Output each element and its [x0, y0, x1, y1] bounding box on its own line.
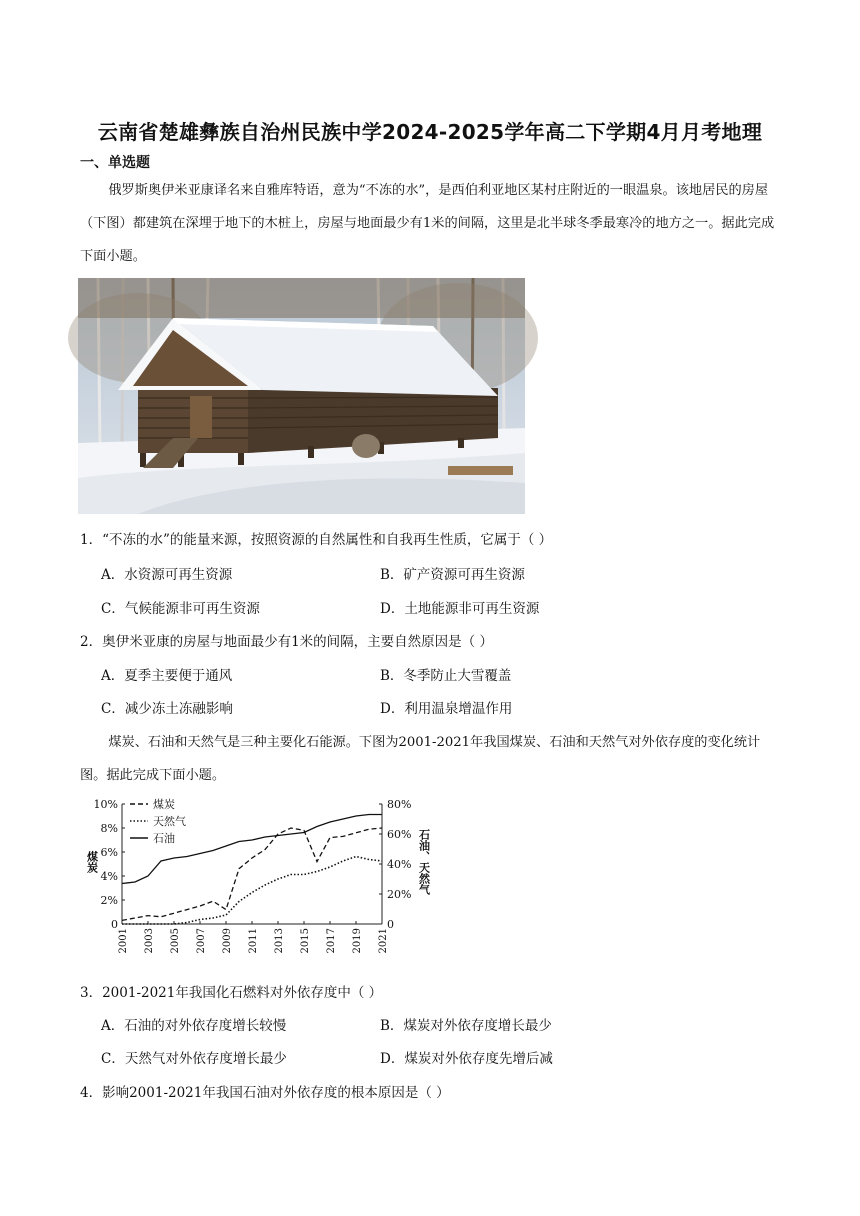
- dependency-chart: [78, 792, 431, 960]
- page-title: 云南省楚雄彝族自治州民族中学2024-2025学年高二下学期4月月考地理: [97, 120, 763, 144]
- y-left-tick-label: 4%: [100, 870, 118, 883]
- y-right-tick-label: 80%: [387, 798, 412, 811]
- x-tick-label: 2001: [118, 928, 129, 954]
- q2-option-b[interactable]: B．冬季防止大雪覆盖: [380, 668, 512, 684]
- y-left-tick-label: 0: [111, 918, 118, 931]
- x-tick-label: 2011: [248, 928, 259, 954]
- chart-series: [122, 815, 382, 925]
- passage-2: 煤炭、石油和天然气是三种主要化石能源。下图为2001-2021年我国煤炭、石油和天然气对外依存度的变化统计图。据此完成下面小题。: [80, 735, 761, 783]
- y-left-tick-label: 6%: [100, 846, 118, 859]
- chart-legend: [130, 797, 186, 845]
- question-1-stem: 1．“不冻的水”的能量来源，按照资源的自然属性和自我再生性质，它属于（ ）: [80, 532, 553, 548]
- q3-option-b[interactable]: B．煤炭对外依存度增长最少: [380, 1018, 552, 1034]
- x-tick-label: 2017: [326, 928, 337, 954]
- q3-option-c[interactable]: C．天然气对外依存度增长最少: [101, 1051, 287, 1067]
- y-right-tick-label: 40%: [387, 858, 412, 871]
- x-tick-label: 2015: [300, 928, 311, 954]
- y-left-tick-label: 2%: [100, 894, 118, 907]
- x-tick-label: 2021: [378, 928, 389, 954]
- series-line-天然气: [122, 857, 382, 925]
- legend-label: 石油: [153, 832, 175, 845]
- q1-option-a[interactable]: A．水资源可再生资源: [101, 567, 233, 583]
- question-4-stem: 4．影响2001-2021年我国石油对外依存度的根本原因是（ ）: [80, 1085, 450, 1101]
- legend-label: 煤炭: [153, 798, 175, 811]
- x-tick-label: 2019: [352, 928, 363, 954]
- q2-option-d[interactable]: D．利用温泉增温作用: [380, 701, 513, 717]
- y-left-tick-label: 8%: [100, 822, 118, 835]
- legend-label: 天然气: [153, 815, 186, 828]
- y-right-tick-label: 20%: [387, 888, 412, 901]
- q2-option-a[interactable]: A．夏季主要便于通风: [101, 668, 233, 684]
- y-right-tick-label: 0: [387, 918, 394, 931]
- question-3-stem: 3．2001-2021年我国化石燃料对外依存度中（ ）: [80, 985, 383, 1001]
- q1-option-d[interactable]: D．土地能源非可再生资源: [380, 601, 540, 617]
- section-heading: 一、单选题: [80, 155, 150, 171]
- y-right-tick-label: 60%: [387, 828, 412, 841]
- log-house-photo: [78, 278, 525, 514]
- y-axis-left-label: 煤炭: [85, 851, 99, 873]
- q1-option-c[interactable]: C．气候能源非可再生资源: [101, 601, 260, 617]
- x-tick-label: 2013: [274, 928, 285, 954]
- x-tick-label: 2007: [196, 928, 207, 954]
- q1-option-b[interactable]: B．矿产资源可再生资源: [380, 567, 525, 583]
- q3-option-d[interactable]: D．煤炭对外依存度先增后减: [380, 1051, 553, 1067]
- x-tick-label: 2003: [144, 928, 155, 954]
- y-left-tick-label: 10%: [93, 798, 118, 811]
- question-2-stem: 2．奥伊米亚康的房屋与地面最少有1米的间隔，主要自然原因是（ ）: [80, 634, 493, 650]
- y-axis-right-label: 石油、天然气: [417, 829, 431, 895]
- passage-1: 俄罗斯奥伊米亚康译名来自雅库特语，意为“不冻的水”，是西伯利亚地区某村庄附近的一眼温泉。该地居民的房屋（下图）都建筑在深埋于地下的木桩上，房屋与地面最少有1米的间隔，这里是北半球冬季最寒冷的地方之一。据此完成下面小题。: [80, 183, 775, 264]
- q3-option-a[interactable]: A．石油的对外依存度增长较慢: [101, 1018, 287, 1034]
- q2-option-c[interactable]: C．减少冻土冻融影响: [101, 701, 233, 717]
- x-tick-label: 2005: [170, 928, 181, 954]
- x-tick-label: 2009: [222, 928, 233, 954]
